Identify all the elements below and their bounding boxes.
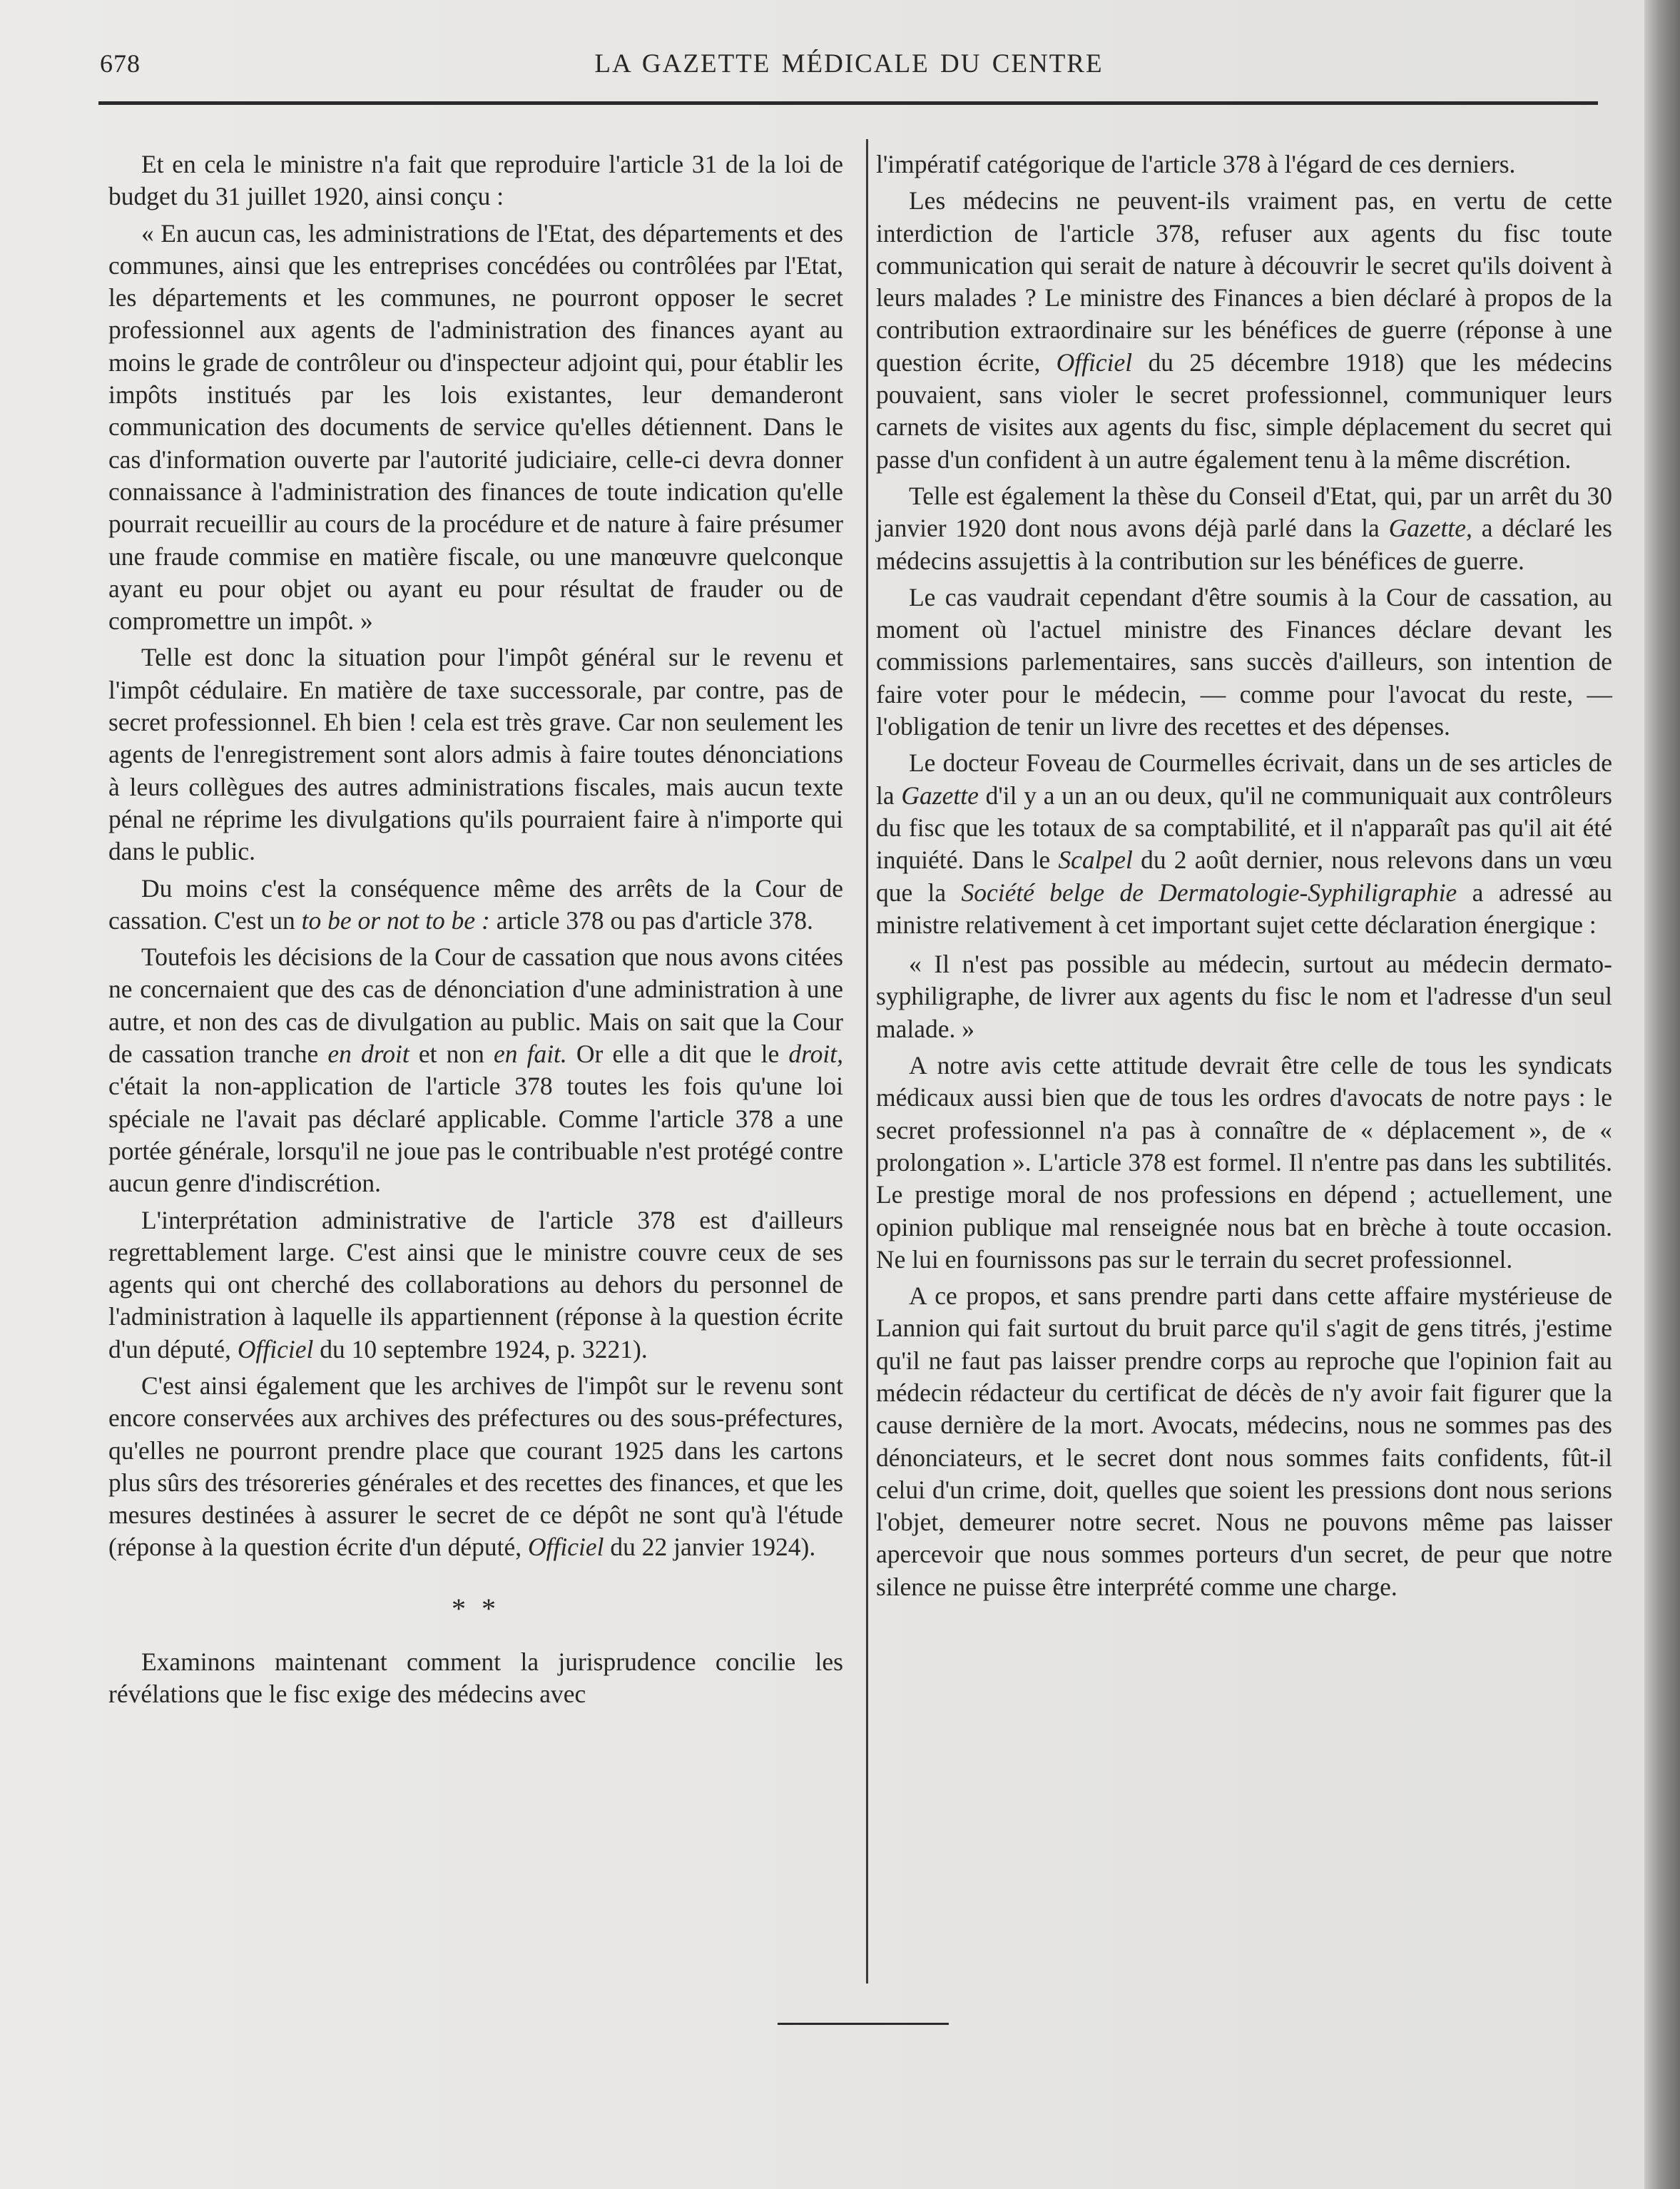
page-edge-shadow bbox=[1644, 0, 1680, 2189]
text-run: L'interprétation administrative de l'article 378 est d'ailleurs regrettablement large. C'est ainsi que le ministre couvre ceux de ses agents qui ont cherché des collaborations au dehors du personnel de l'administration à laquelle ils appartiennent (réponse à la question écrite d'un député, bbox=[108, 1205, 843, 1363]
italic-text: Gazette, bbox=[1388, 514, 1472, 543]
page-header bbox=[100, 49, 1598, 91]
italic-text: en droit bbox=[327, 1040, 409, 1069]
paragraph: Et en cela le ministre n'a fait que reproduire l'article 31 de la loi de budget du 31 juillet 1920, ainsi conçu : bbox=[108, 150, 843, 211]
text-run: Les médecins ne peuvent-ils vraiment pas, en vertu de cette interdiction de l'article 378, refuser aux agents du fisc toute communication qui serait de nature à découvrir le secret qu'ils doivent à leurs malades ? Le ministre des Finances a bien déclaré à propos de la contribution extraordinaire sur les bénéfices de guerre (réponse à une question écrite, bbox=[876, 186, 1612, 377]
section-asterism: * * bbox=[452, 1592, 500, 1625]
paragraph: Telle est donc la situation pour l'impôt général sur le revenu et l'impôt cédulaire. En matière de taxe successorale, par contre, pas de secret professionnel. Eh bien ! cela est très grave. Car non seulement les agents de l'enregistrement sont alors admis à faire toutes dénonciations à leurs collègues des autres administrations fiscales, mais aucun texte pénal ne réprime les divulgations qu'ils pourraient faire à n'importe qui dans le public. bbox=[108, 643, 843, 866]
left-column bbox=[108, 148, 843, 1715]
header-rule bbox=[98, 101, 1598, 105]
paragraph bbox=[108, 1370, 843, 1564]
paragraph bbox=[876, 185, 1612, 476]
text-run: a adressé au ministre relativement à cet important sujet cette déclaration énergique : bbox=[876, 878, 1612, 939]
page-number: 678 bbox=[100, 49, 141, 78]
italic-text: Officiel bbox=[1056, 347, 1133, 377]
italic-text: Société belge de Dermatologie-Syphiligraphie bbox=[961, 878, 1457, 907]
right-column bbox=[876, 148, 1612, 1608]
text-run: Le docteur Foveau de Courmelles écrivait, dans un de ses articles de la bbox=[876, 748, 1612, 810]
text-run: Du moins c'est la conséquence même des arrêts de la Cour de cassation. C'est un bbox=[108, 873, 843, 935]
quotation-paragraph: « Il n'est pas possible au médecin, surtout au médecin dermato-syphiligraphe, de livrer aux agents du fisc le nom et l'adresse d'un seul malade. » bbox=[876, 950, 1612, 1043]
column-divider bbox=[866, 139, 868, 1984]
end-rule bbox=[778, 2023, 949, 2025]
paragraph: Le cas vaudrait cependant d'être soumis à la Cour de cassation, au moment où l'actuel ministre des Finances déclare devant les commissions parlementaires, sans succès d'ailleurs, son intention de faire voter pour le médecin, — comme pour l'avocat du reste, — l'obligation de tenir un livre des recettes et des dépenses. bbox=[876, 582, 1612, 741]
text-run: Or elle a dit que le bbox=[566, 1040, 789, 1069]
paragraph: A ce propos, et sans prendre parti dans cette affaire mystérieuse de Lannion qui fait surtout du bruit parce qu'il s'agit de gens titrés, j'estime qu'il ne faut pas laisser prendre corps au reproche que l'opinion fait au médecin rédacteur du certificat de décès de n'y avoir fait figurer que la cause dernière de la mort. Avocats, médecins, nous ne sommes pas des dénonciateurs, et le secret dont nous sommes faits confidents, fût-il celui d'un crime, doit, quelles que soient les pressions dont nous serions l'objet, demeurer notre secret. Nous ne pouvons même pas laisser apercevoir que nous sommes porteurs d'un secret, de peur que notre silence ne puisse être interprété comme une charge. bbox=[876, 1281, 1612, 1601]
journal-title: LA GAZETTE MÉDICALE DU CENTRE bbox=[594, 49, 1104, 78]
paragraph bbox=[108, 873, 843, 938]
italic-text: to be or not to be : bbox=[301, 905, 490, 935]
text-run: article 378 ou pas d'article 378. bbox=[489, 905, 813, 935]
quotation-paragraph: « En aucun cas, les administrations de l'Etat, des départements et des communes, ainsi que les entreprises concédées ou contrôlées par l'Etat, les départements et les communes, ne pourront opposer le secret professionnel aux agents de l'administration des finances ayant au moins le grade de contrôleur ou d'inspecteur adjoint qui, pour établir les impôts institués par les lois existantes, leur demanderont communication des documents de service qu'elles détiennent. Dans le cas d'information ouverte par l'autorité judiciaire, celle-ci devra donner connaissance à l'administration des finances de toute indication qu'elle pourrait recueillir au cours de la procédure et de nature à faire présumer une fraude commise en matière fiscale, ou une manœuvre quelconque ayant eu pour objet ou ayant eu pour résultat de frauder ou de compromettre un impôt. » bbox=[108, 218, 843, 636]
italic-text: en fait. bbox=[493, 1040, 567, 1069]
italic-text: Officiel bbox=[237, 1334, 314, 1363]
italic-text: Officiel bbox=[528, 1533, 604, 1562]
text-run: c'était la non-application de l'article 378 toutes les fois qu'une loi spéciale ne l'avait pas déclaré applicable. Comme l'article 378 a une portée générale, lorsqu'il ne joue pas le contribuable n'est protégé contre aucun genre d'indiscrétion. bbox=[108, 1072, 843, 1198]
paragraph: A notre avis cette attitude devrait être celle de tous les syndicats médicaux aussi bien que de tous les ordres d'avocats de notre pays : le secret professionnel n'a pas à connaître de « déplacement », de « prolongation ». L'article 378 est formel. Il n'entre pas dans les subtilités. Le prestige moral de nos professions en dépend ; actuellement, une opinion publique mal renseignée nous bat en brèche à toute occasion. Ne lui en fournissons pas sur le terrain du secret professionnel. bbox=[876, 1051, 1612, 1274]
text-run: du 25 décembre 1918) que les médecins pouvaient, sans violer le secret professionnel, communiquer leurs carnets de visites aux agents du fisc, simple déplacement du secret qui passe d'un confident à un autre également tenu à la même discrétion. bbox=[876, 347, 1612, 474]
text-run: du 22 janvier 1924). bbox=[604, 1533, 816, 1562]
text-run: d'il y a un an ou deux, qu'il ne communiquait aux contrôleurs du fisc que les totaux de sa comptabilité, et il n'apparaît pas qu'il ait été inquiété. Dans le bbox=[876, 781, 1612, 875]
italic-text: droit, bbox=[788, 1040, 843, 1069]
paragraph bbox=[108, 1204, 843, 1366]
text-run: Telle est également la thèse du Conseil d'Etat, qui, par un arrêt du 30 janvier 1920 dont nous avons déjà parlé dans la bbox=[876, 481, 1612, 543]
paragraph bbox=[108, 941, 843, 1199]
paragraph-continuation: l'impératif catégorique de l'article 378 à l'égard de ces derniers. bbox=[876, 150, 1516, 178]
text-run: et non bbox=[409, 1040, 494, 1069]
paragraph bbox=[876, 480, 1612, 577]
italic-text: Gazette bbox=[901, 781, 979, 810]
text-run: du 10 septembre 1924, p. 3221). bbox=[313, 1334, 648, 1363]
text-run: a déclaré les médecins assujettis à la contribution sur les bénéfices de guerre. bbox=[876, 514, 1612, 575]
text-run: du 2 août dernier, nous relevons dans un vœu que la bbox=[876, 845, 1612, 907]
text-run: Toutefois les décisions de la Cour de cassation que nous avons citées ne concernaient que des cas de dénonciation d'une administration à une autre, et non des cas de divulgation au public. Mais on sait que la Cour de cassation tranche bbox=[108, 943, 843, 1069]
italic-text: Scalpel bbox=[1058, 845, 1133, 875]
text-run: C'est ainsi également que les archives de l'impôt sur le revenu sont encore conservées aux archives des préfectures ou des sous-préfectures, qu'elles ne pourront prendre place que courant 1925 dans les cartons plus sûrs des trésoreries générales et des recettes des finances, et que les mesures destinées à assurer le secret de ce dépôt ne sont qu'à l'étude (réponse à la question écrite d'un député, bbox=[108, 1371, 843, 1562]
paragraph: Examinons maintenant comment la jurisprudence concilie les révélations que le fisc exige des médecins avec bbox=[108, 1647, 843, 1709]
paragraph bbox=[876, 747, 1612, 941]
